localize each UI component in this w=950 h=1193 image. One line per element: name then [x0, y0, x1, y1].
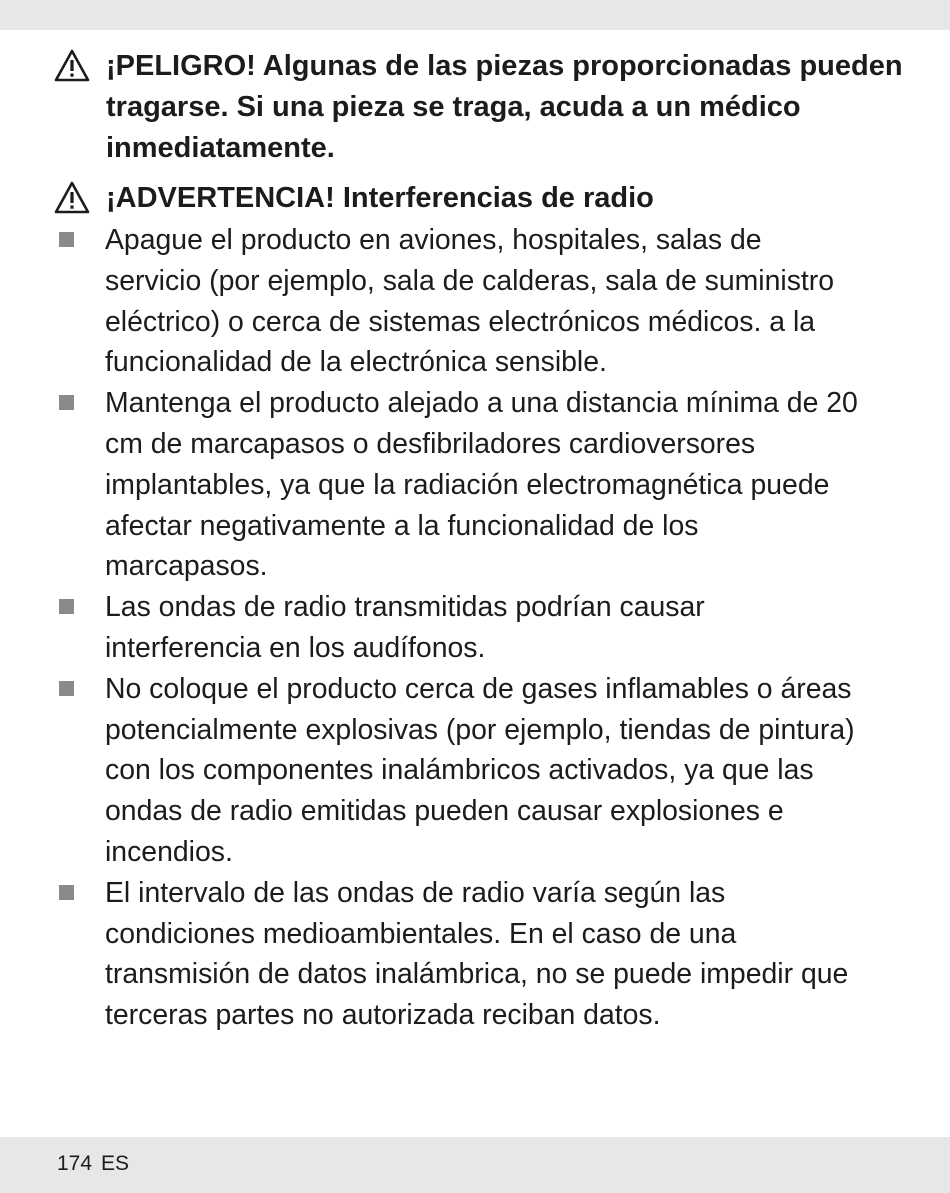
bullet-square-icon	[59, 232, 74, 247]
list-item-text: El intervalo de las ondas de radio varía según las condiciones medioambientales. En el caso de una transmisión de datos inalámbrica, no se puede impedir que terceras partes no autorizada reciban datos.	[105, 876, 849, 1032]
safety-bullet-list	[0, 220, 950, 1036]
list-item	[0, 383, 865, 587]
radio-interference-heading: ¡ADVERTENCIA! Interferencias de radio	[106, 182, 654, 214]
list-item-text: Mantenga el producto alejado a una distancia mínima de 20 cm de marcapasos o desfibriladores cardioversores implantables, ya que la radiación electromagnética puede afectar negativamente a la funcionalidad de los marcapasos.	[105, 387, 858, 583]
list-item-text: Apague el producto en aviones, hospitales, salas de servicio (por ejemplo, sala de calderas, sala de suministro eléctrico) o cerca de sistemas electrónicos médicos. a la funcionalidad de la electrónica sensible.	[105, 224, 835, 379]
bullet-square-icon	[59, 395, 74, 410]
page-number: 174	[57, 1152, 93, 1175]
language-code: ES	[101, 1152, 130, 1175]
list-item	[0, 220, 865, 383]
warning-triangle-icon	[54, 49, 90, 82]
bullet-square-icon	[59, 885, 74, 900]
footer-band	[0, 1137, 950, 1193]
list-item	[0, 873, 865, 1036]
bullet-square-icon	[59, 681, 74, 696]
list-item-text: No coloque el producto cerca de gases inflamables o áreas potencialmente explosivas (por ejemplo, tiendas de pintura) con los componentes inalámbricos activados, ya que las ondas de radio emitidas pueden causar explosiones e incendios.	[105, 672, 855, 868]
warning-triangle-icon	[54, 181, 90, 214]
list-item-text: Las ondas de radio transmitidas podrían causar interferencia en los audífonos.	[105, 591, 705, 664]
bullet-square-icon	[59, 599, 74, 614]
list-item	[0, 669, 865, 873]
list-item	[0, 587, 865, 669]
top-band	[0, 0, 950, 30]
danger-warning-text: ¡PELIGRO! Algunas de las piezas proporcionadas pueden tragarse. Si una pieza se traga, acuda a un médico inmediatamente.	[106, 50, 903, 164]
page-footer	[57, 1151, 129, 1177]
